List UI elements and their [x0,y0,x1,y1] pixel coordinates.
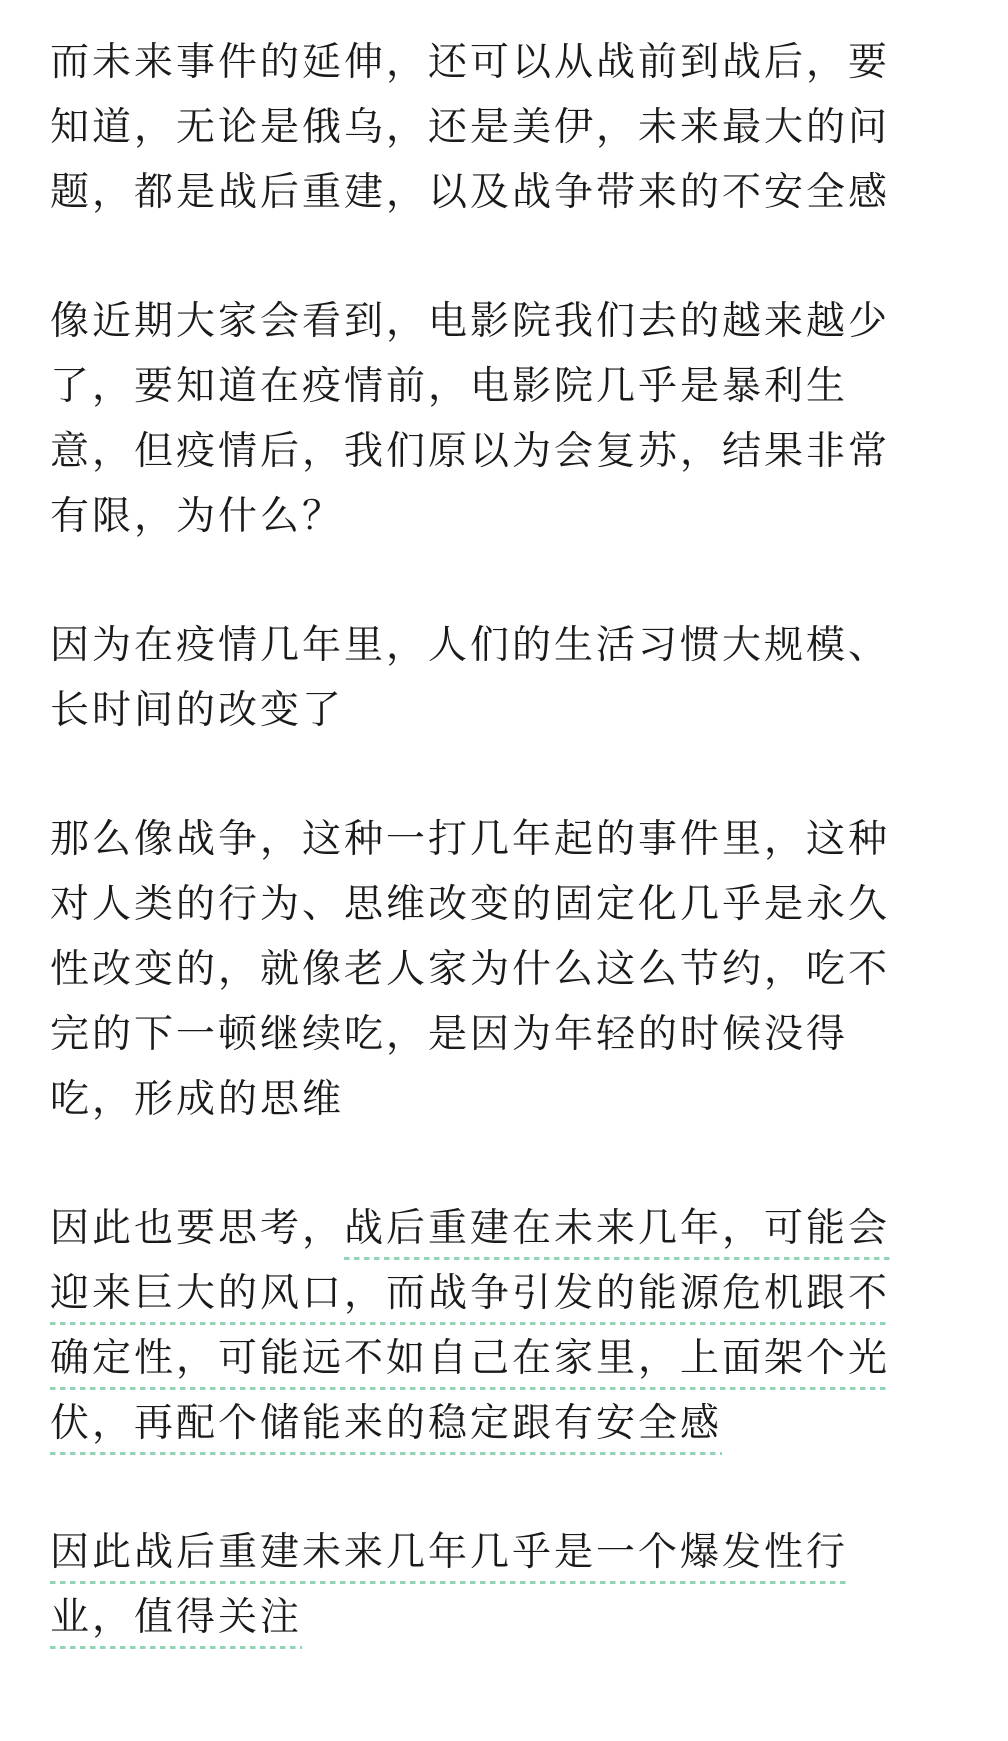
text-line: 因为在疫情几年里，人们的生活习惯大规模、 [50,623,891,668]
text-line [50,1196,970,1261]
paragraph-1 [50,30,970,225]
highlighted-text: 因此战后重建未来几年几乎是一个爆发性行 [50,1520,848,1585]
highlighted-text: 伏，再配个储能来的稳定跟有安全感 [50,1391,722,1456]
paragraph-2 [50,289,970,549]
text-line [50,1326,970,1391]
text-line: 像近期大家会看到，电影院我们去的越来越少 [50,299,891,344]
highlighted-text: 战后重建在未来几年，可能会 [344,1196,890,1261]
text-line: 了，要知道在疫情前，电影院几乎是暴利生 [50,364,849,409]
highlighted-text: 迎来巨大的风口，而战争引发的能源危机跟不 [50,1261,890,1326]
text-line: 那么像战争，这种一打几年起的事件里，这种 [50,817,891,862]
text-line: 题，都是战后重建，以及战争带来的不安全感 [50,170,891,215]
text-line: 长时间的改变了 [50,688,345,733]
text-line [50,1261,970,1326]
highlighted-text: 业，值得关注 [50,1585,302,1650]
paragraph-4 [50,807,970,1132]
highlighted-text: 确定性，可能远不如自己在家里，上面架个光 [50,1326,890,1391]
text-line: 完的下一顿继续吃，是因为年轻的时候没得 [50,1012,849,1057]
text-segment: 因此也要思考， [50,1206,345,1251]
paragraph-3 [50,613,970,743]
paragraph-6 [50,1520,970,1650]
text-line: 吃，形成的思维 [50,1077,345,1122]
text-line [50,1585,970,1650]
text-line: 意，但疫情后，我们原以为会复苏，结果非常 [50,429,891,474]
text-line [50,1391,970,1456]
text-line [50,1520,970,1585]
text-line: 性改变的，就像老人家为什么这么节约，吃不 [50,947,891,992]
text-line: 有限，为什么？ [50,494,345,539]
article-body [50,30,970,1714]
text-line: 知道，无论是俄乌，还是美伊，未来最大的问 [50,105,891,150]
paragraph-5 [50,1196,970,1456]
text-line: 而未来事件的延伸，还可以从战前到战后，要 [50,40,891,85]
text-line: 对人类的行为、思维改变的固定化几乎是永久 [50,882,891,927]
